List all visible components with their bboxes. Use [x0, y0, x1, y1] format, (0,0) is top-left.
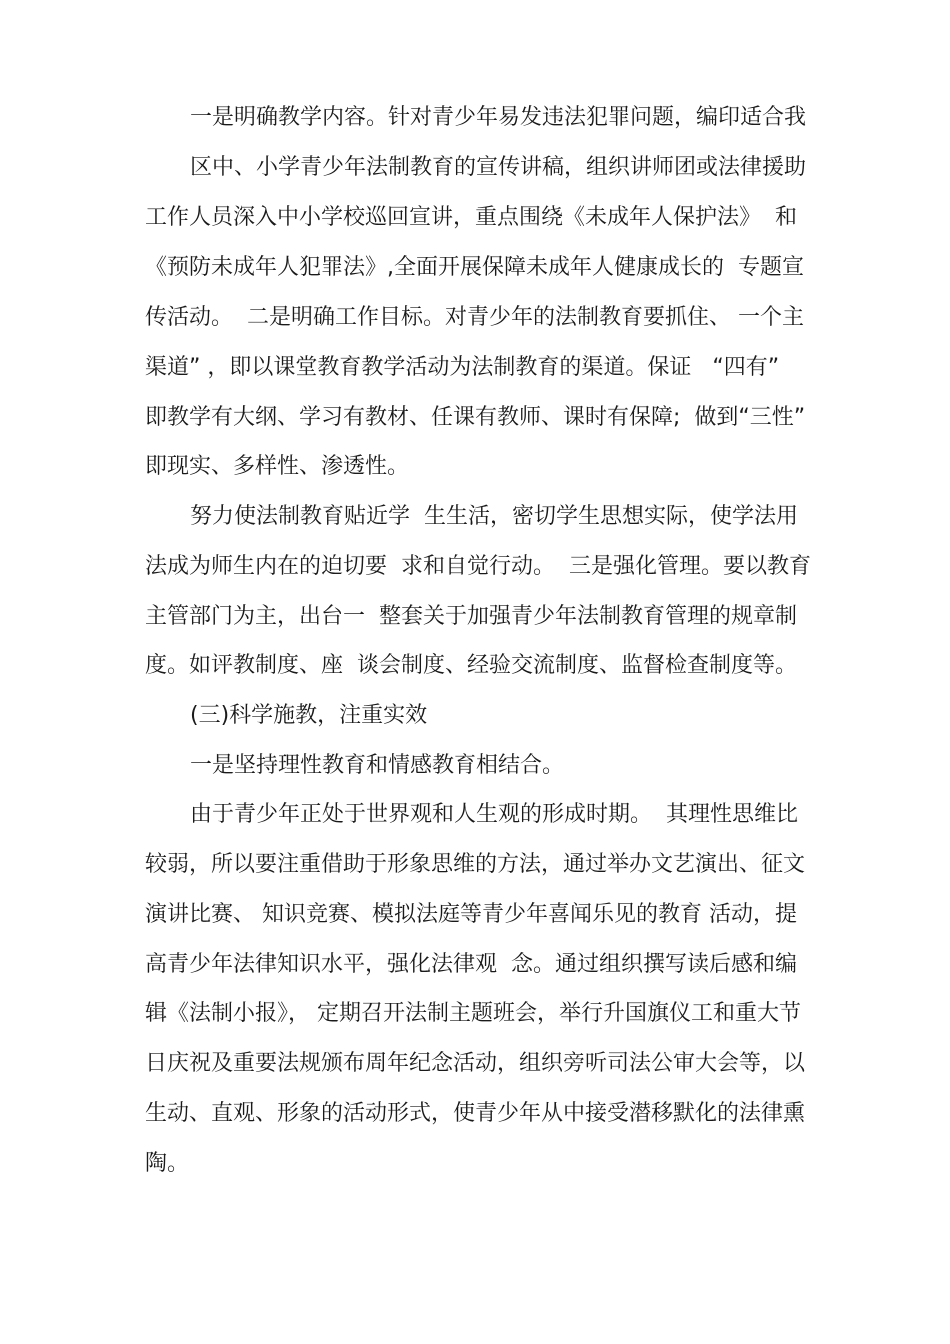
text-line-6: 渠道” ，即以课堂教育教学活动为法制教育的渠道。保证 “四有” [145, 355, 780, 380]
text-line-22: 陶。 [145, 1151, 190, 1176]
text-line-5: 传活动。 二是明确工作目标。对青少年的法制教育要抓住、 一个主 [145, 305, 804, 330]
text-line-9: 努力使法制教育贴近学 生生活，密切学生思想实际，使学法用 [190, 504, 798, 529]
text-line-19: 辑《法制小报》， 定期召开法制主题班会，举行升国旗仪工和重大节 [145, 1001, 801, 1026]
text-line-3: 工作人员深入中小学校巡回宣讲，重点围绕《未成年人保护法》 和 [145, 205, 797, 230]
text-line-1: 一是明确教学内容。针对青少年易发违法犯罪问题，编印适合我 [190, 105, 807, 130]
text-line-16: 较弱，所以要注重借助于形象思维的方法，通过举办文艺演出、征文 [145, 852, 806, 877]
text-line-14: 一是坚持理性教育和情感教育相结合。 [190, 753, 565, 778]
text-line-15: 由于青少年正处于世界观和人生观的形成时期。 其理性思维比 [190, 802, 798, 827]
text-line-18: 高青少年法律知识水平，强化法律观 念。通过组织撰写读后感和编 [145, 952, 797, 977]
text-line-11: 主管部门为主，出台一 整套关于加强青少年法制教育管理的规章制 [145, 604, 797, 629]
text-line-21: 生动、直观、形象的活动形式，使青少年从中接受潜移默化的法律熏 [145, 1101, 806, 1126]
text-line-13: (三)科学施教，注重实效 [190, 703, 428, 728]
text-line-4: 《预防未成年人犯罪法》,全面开展保障未成年人健康成长的 专题宣 [145, 255, 804, 280]
text-line-17: 演讲比赛、 知识竞赛、模拟法庭等青少年喜闻乐见的教育 活动，提 [145, 902, 797, 927]
text-line-7: 即教学有大纲、学习有教材、任课有教师、课时有保障; 做到“三性” [145, 405, 806, 430]
text-line-20: 日庆祝及重要法规颁布周年纪念活动，组织旁听司法公审大会等，以 [145, 1051, 806, 1076]
text-line-12: 度。如评教制度、座 谈会制度、经验交流制度、监督检查制度等。 [145, 653, 797, 678]
text-line-10: 法成为师生内在的迫切要 求和自觉行动。 三是强化管理。要以教育 [145, 554, 811, 579]
text-line-2: 区中、小学青少年法制教育的宣传讲稿，组织讲师团或法律援助 [190, 155, 807, 180]
text-line-8: 即现实、多样性、渗透性。 [145, 454, 410, 479]
